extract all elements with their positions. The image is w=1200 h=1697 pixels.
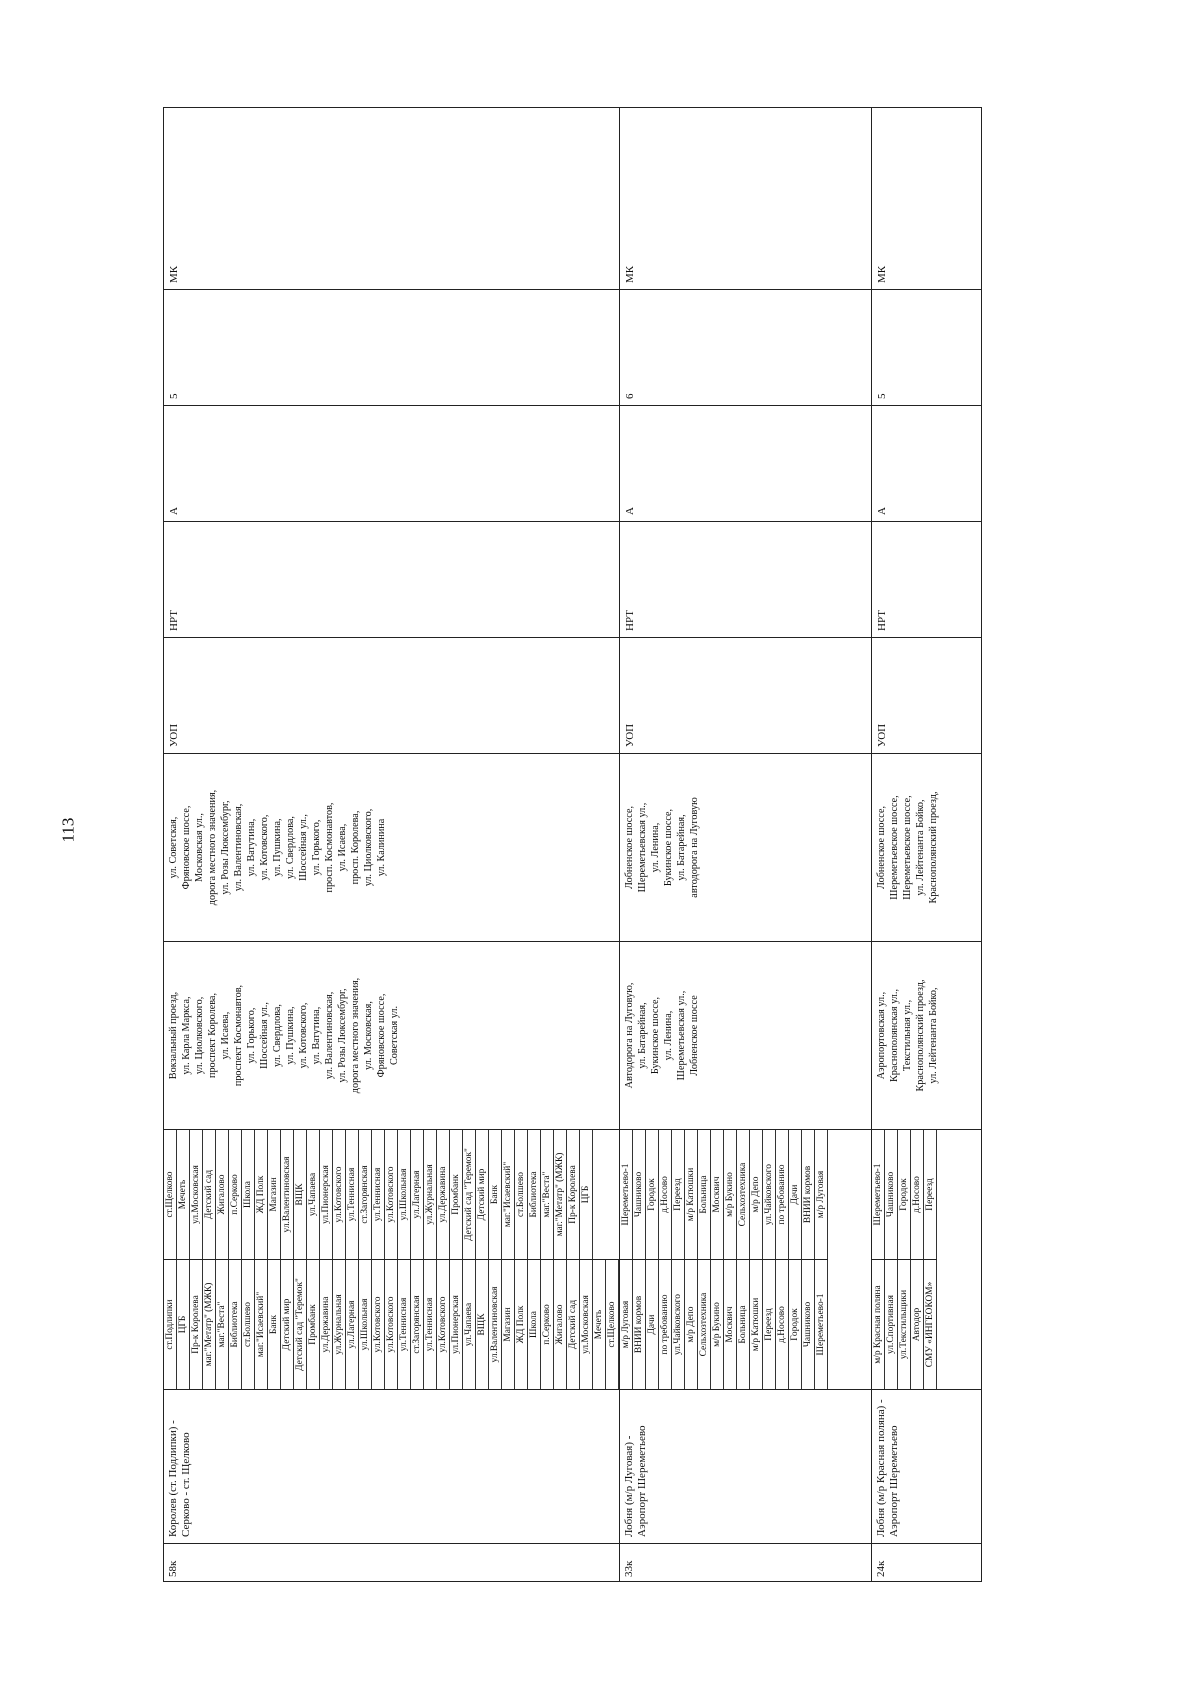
- stop-item: п.Серково: [229, 1130, 242, 1259]
- street-line: дорога местного значения,: [207, 789, 218, 906]
- street-line: ул. Свердлова,: [285, 816, 296, 879]
- stop-item: Промбанк: [450, 1130, 463, 1259]
- street-line: ул. Ленина,: [663, 1010, 674, 1061]
- stop-item: ул.Теннисная: [346, 1130, 359, 1259]
- street-line: ул. Лейтенанта Бойко,: [915, 799, 926, 896]
- tariff-cell: НРТ: [620, 522, 872, 638]
- stop-item: ул.Школьная: [398, 1130, 411, 1259]
- stops-cell: [164, 1130, 620, 1390]
- street-line: Краснополянская ул.,: [889, 989, 900, 1083]
- stop-item: ул.Теннисная: [398, 1260, 411, 1389]
- stop-item: ул.Спортивная: [885, 1260, 898, 1389]
- street-line: Московская ул.,: [194, 813, 205, 882]
- street-line: Шоссейная ул.,: [259, 1002, 270, 1069]
- stop-item: ул.Теннисная: [372, 1130, 385, 1259]
- stop-item: СМУ «ИНГЕОКОМ»: [924, 1260, 937, 1389]
- street-line: Букинское шоссе,: [663, 808, 674, 887]
- street-line: ул. Ватутина,: [311, 1006, 322, 1065]
- stop-item: Переезд: [924, 1130, 937, 1259]
- streets-backward: [620, 754, 872, 942]
- stop-item: Жигалово: [554, 1260, 567, 1389]
- stop-item: по требованию: [776, 1130, 789, 1259]
- street-line: ул. Котовского,: [298, 1002, 309, 1069]
- street-line: Автодорога на Луговую,: [624, 982, 635, 1089]
- stop-item: Дачи: [646, 1260, 659, 1389]
- stop-item: ул.Лагерная: [346, 1260, 359, 1389]
- stop-item: Автодор: [911, 1260, 924, 1389]
- street-line: проспект Королева,: [207, 993, 218, 1078]
- street-line: ул. Батарейная,: [676, 814, 687, 881]
- stop-item: Шереметьево-1: [620, 1130, 633, 1259]
- stop-item: м/р Букино: [724, 1130, 737, 1259]
- street-line: ул. Карла Маркса,: [181, 996, 192, 1075]
- street-line: ул. Розы Люксембург,: [220, 800, 231, 895]
- stop-item: ст.Болшево: [515, 1130, 528, 1259]
- stop-item: Мечеть: [593, 1260, 606, 1389]
- stop-item: Жигалово: [216, 1130, 229, 1259]
- stops-backward-list: [620, 1130, 828, 1260]
- streets-forward: [620, 942, 872, 1130]
- stop-item: Банк: [489, 1130, 502, 1259]
- stop-item: Школа: [528, 1260, 541, 1389]
- street-line: Фряновское шоссе,: [181, 805, 192, 890]
- route-row: [164, 108, 620, 1582]
- vehicle-type-cell: А: [620, 406, 872, 522]
- stop-item: ЦГБ: [580, 1130, 593, 1259]
- stop-item: маг."Исаевский": [255, 1260, 268, 1389]
- stop-item: Городок: [898, 1130, 911, 1259]
- stop-item: ул.Валентиновская: [489, 1260, 502, 1389]
- street-line: ул. Ватутина,: [246, 818, 257, 877]
- stop-item: Детский мир: [476, 1130, 489, 1259]
- stop-item: Библиотека: [229, 1260, 242, 1389]
- rotated-sheet: [163, 108, 1067, 1582]
- routes-table: [163, 107, 982, 1582]
- stop-item: м/р Красная поляна: [872, 1260, 885, 1389]
- vehicle-class-cell: 6: [620, 290, 872, 406]
- stop-item: Школа: [242, 1130, 255, 1259]
- street-line: ул. Котовского,: [259, 814, 270, 881]
- stop-item: м/р Луговая: [620, 1260, 633, 1389]
- vehicle-class-cell: 5: [164, 290, 620, 406]
- stop-item: ст.Болшево: [242, 1260, 255, 1389]
- street-line: просп. Космонавтов,: [324, 802, 335, 893]
- carrier-cell: МК: [620, 108, 872, 290]
- stop-item: Чашниково: [802, 1260, 815, 1389]
- street-line: ул. Валентиновская,: [324, 991, 335, 1080]
- stop-item: ул.Державина: [437, 1130, 450, 1259]
- stop-item: маг."Веста": [541, 1130, 554, 1259]
- street-line: ул. Советская,: [168, 816, 179, 879]
- stop-item: м/р Букино: [711, 1260, 724, 1389]
- stops-forward-list: [164, 1260, 619, 1389]
- vehicle-type-cell: А: [164, 406, 620, 522]
- street-line: ул. Исаева,: [220, 1011, 231, 1060]
- stop-item: ул.Текстильщики: [898, 1260, 911, 1389]
- stop-item: ст.Щелково: [606, 1260, 619, 1389]
- stop-item: Шереметьево-1: [872, 1130, 885, 1259]
- page-number: 113: [58, 817, 78, 843]
- street-line: ул. Калинина: [376, 818, 387, 877]
- stop-item: п.Серково: [541, 1260, 554, 1389]
- stop-item: м/р Катюшки: [750, 1260, 763, 1389]
- street-line: Лобненское шоссе: [689, 995, 700, 1076]
- stop-item: ул.Державина: [320, 1260, 333, 1389]
- stop-item: маг."Веста": [216, 1260, 229, 1389]
- street-line: ул. Циолковского,: [194, 996, 205, 1075]
- street-line: ул. Валентиновская,: [233, 803, 244, 892]
- stop-item: Банк: [268, 1260, 281, 1389]
- street-line: Шереметьевская ул.,: [637, 802, 648, 893]
- stop-item: ст.Загорянская: [411, 1260, 424, 1389]
- stop-item: Детский сад: [567, 1260, 580, 1389]
- route-name: Лобня (м/р Луговая) - Аэропорт Шереметьево: [620, 1390, 872, 1544]
- stop-item: маг."Исаевский": [502, 1130, 515, 1259]
- street-line: ул. Пушкина,: [272, 818, 283, 877]
- street-line: ул. Циолковского,: [363, 808, 374, 887]
- stop-item: ул.Котовского: [385, 1130, 398, 1259]
- street-line: ул. Горького,: [246, 1007, 257, 1064]
- tariff-cell: НРТ: [164, 522, 620, 638]
- street-line: ул. Розы Люксембург,: [337, 988, 348, 1083]
- stop-item: Городок: [646, 1130, 659, 1259]
- stop-item: ВЩК: [476, 1260, 489, 1389]
- street-line: Вокзальный проезд,: [168, 991, 179, 1080]
- street-line: Краснополянский проезд,: [928, 791, 939, 904]
- stop-item: Магазин: [268, 1130, 281, 1259]
- street-line: Текстильная ул.,: [902, 999, 913, 1072]
- streets-forward: [164, 942, 620, 1130]
- stop-item: Сельхозтехника: [737, 1130, 750, 1259]
- stop-item: Чашниково: [885, 1130, 898, 1259]
- street-line: ул. Пушкина,: [285, 1006, 296, 1065]
- tariff-cell: НРТ: [872, 522, 982, 638]
- stop-item: Москвич: [711, 1130, 724, 1259]
- stop-item: д.Носово: [911, 1130, 924, 1259]
- stop-item: маг."Метатр" (МЖК): [554, 1130, 567, 1259]
- stop-item: ул.Валентиновская: [281, 1130, 294, 1259]
- stop-item: ул.Котовского: [437, 1260, 450, 1389]
- street-line: ул. Горького,: [311, 819, 322, 876]
- stops-columns: [872, 1130, 937, 1389]
- street-line: Лобненское шоссе,: [624, 805, 635, 890]
- stops-cell: [872, 1130, 982, 1390]
- stop-item: Москвич: [724, 1260, 737, 1389]
- stop-item: ВНИИ кормов: [633, 1260, 646, 1389]
- stops-backward-list: [872, 1130, 937, 1260]
- street-line: просп. Королева,: [350, 810, 361, 885]
- street-line: ул. Исаева,: [337, 823, 348, 872]
- stop-item: ул.Котовского: [372, 1260, 385, 1389]
- street-line: ул. Лейтенанта Бойко,: [928, 987, 939, 1084]
- carrier-cell: МК: [872, 108, 982, 290]
- street-line: Краснополянский проезд,: [915, 979, 926, 1092]
- stop-item: ул.Журнальная: [424, 1130, 437, 1259]
- street-line: Лобненское шоссе,: [876, 805, 887, 890]
- stop-item: Магазин: [502, 1260, 515, 1389]
- stop-item: маг."Метатр" (МЖК): [203, 1260, 216, 1389]
- stop-item: Детский сад "Теремок": [463, 1130, 476, 1259]
- stop-item: ул.Чайковского: [672, 1260, 685, 1389]
- street-line: Букинское шоссе,: [650, 996, 661, 1075]
- carrier-cell: МК: [164, 108, 620, 290]
- street-line: ул. Свердлова,: [272, 1004, 283, 1067]
- route-row: [620, 108, 872, 1582]
- stops-columns: [164, 1130, 619, 1389]
- stop-item: ст.Загорянская: [359, 1130, 372, 1259]
- stop-item: ВЩК: [294, 1130, 307, 1259]
- stop-item: Больница: [737, 1260, 750, 1389]
- stop-item: ст.Щелково: [164, 1130, 177, 1259]
- street-line: дорога местного значения,: [350, 977, 361, 1094]
- stop-item: ст.Подлипки: [164, 1260, 177, 1389]
- stop-item: ЖД Полк: [255, 1130, 268, 1259]
- stop-item: Городок: [789, 1260, 802, 1389]
- stop-item: ул.Чайковского: [763, 1130, 776, 1259]
- street-line: ул. Батарейная,: [637, 1002, 648, 1069]
- stop-item: Шереметьево-1: [815, 1260, 828, 1389]
- street-line: автодорога на Луговую: [689, 797, 700, 898]
- street-line: проспект Космонавтов,: [233, 984, 244, 1087]
- regime-cell: УОП: [164, 638, 620, 754]
- vehicle-class-cell: 5: [872, 290, 982, 406]
- stop-item: д.Носово: [659, 1130, 672, 1259]
- stops-forward-list: [872, 1260, 937, 1389]
- streets-backward: [164, 754, 620, 942]
- stop-item: м/р Депо: [750, 1130, 763, 1259]
- stop-item: по требованию: [659, 1260, 672, 1389]
- stop-item: ул.Московская: [580, 1260, 593, 1389]
- stop-item: ЦГБ: [177, 1260, 190, 1389]
- route-number: 33к: [620, 1544, 872, 1582]
- stop-item: ЖД Полк: [515, 1260, 528, 1389]
- stop-item: ул.Журнальная: [333, 1260, 346, 1389]
- stop-item: м/р Катюшки: [685, 1130, 698, 1259]
- stops-backward-list: [164, 1130, 619, 1260]
- stop-item: м/р Депо: [685, 1260, 698, 1389]
- route-name: Лобня (м/р Красная поляна) - Аэропорт Шереметьево: [872, 1390, 982, 1544]
- stop-item: ул.Пионерская: [450, 1260, 463, 1389]
- stops-cell: [620, 1130, 872, 1390]
- route-name: Королев (ст. Подлипки) - Серково - ст. Щелково: [164, 1390, 620, 1544]
- street-line: Шереметьевское шоссе,: [889, 795, 900, 900]
- route-row: [872, 108, 982, 1582]
- regime-cell: УОП: [620, 638, 872, 754]
- stop-item: ул.Пионерская: [320, 1130, 333, 1259]
- streets-backward: [872, 754, 982, 942]
- stops-forward-list: [620, 1260, 828, 1389]
- stop-item: Дачи: [789, 1130, 802, 1259]
- stop-item: Чашниково: [633, 1130, 646, 1259]
- stop-item: ул.Котовского: [333, 1130, 346, 1259]
- stop-item: Детский сад "Теремок": [294, 1260, 307, 1389]
- route-number: 58к: [164, 1544, 620, 1582]
- stop-item: ул.Котовского: [385, 1260, 398, 1389]
- street-line: Фряновское шоссе,: [376, 993, 387, 1078]
- stop-item: ул.Чапаева: [463, 1260, 476, 1389]
- street-line: ул. Московская,: [363, 1001, 374, 1070]
- stop-item: Промбанк: [307, 1260, 320, 1389]
- stop-item: Переезд: [672, 1130, 685, 1259]
- streets-forward: [872, 942, 982, 1130]
- routes-body: [164, 108, 982, 1582]
- stop-item: ул.Теннисная: [424, 1260, 437, 1389]
- route-number: 24к: [872, 1544, 982, 1582]
- stop-item: Детский сад: [203, 1130, 216, 1259]
- stop-item: Библиотека: [528, 1130, 541, 1259]
- stop-item: Детский мир: [281, 1260, 294, 1389]
- street-line: Шереметьевское шоссе,: [902, 795, 913, 900]
- stop-item: ул.Лагерная: [411, 1130, 424, 1259]
- street-line: ул. Ленина,: [650, 822, 661, 873]
- street-line: Аэропортовская ул.,: [876, 991, 887, 1080]
- stop-item: Переезд: [763, 1260, 776, 1389]
- stop-item: ул.Школьная: [359, 1260, 372, 1389]
- stop-item: Мечеть: [177, 1130, 190, 1259]
- street-line: Советская ул.: [389, 1005, 400, 1066]
- stop-item: д.Носово: [776, 1260, 789, 1389]
- street-line: Шоссейная ул.,: [298, 814, 309, 881]
- regime-cell: УОП: [872, 638, 982, 754]
- street-line: Шереметьевская ул.,: [676, 990, 687, 1081]
- stop-item: ВНИИ кормов: [802, 1130, 815, 1259]
- stops-columns: [620, 1130, 828, 1389]
- stop-item: Пр-к Королева: [190, 1260, 203, 1389]
- vehicle-type-cell: А: [872, 406, 982, 522]
- stop-item: Пр-к Королева: [567, 1130, 580, 1259]
- stop-item: Больница: [698, 1130, 711, 1259]
- stop-item: ул.Чапаева: [307, 1130, 320, 1259]
- stop-item: ул.Московская: [190, 1130, 203, 1259]
- stop-item: Сельхозтехника: [698, 1260, 711, 1389]
- stop-item: м/р Луговая: [815, 1130, 828, 1259]
